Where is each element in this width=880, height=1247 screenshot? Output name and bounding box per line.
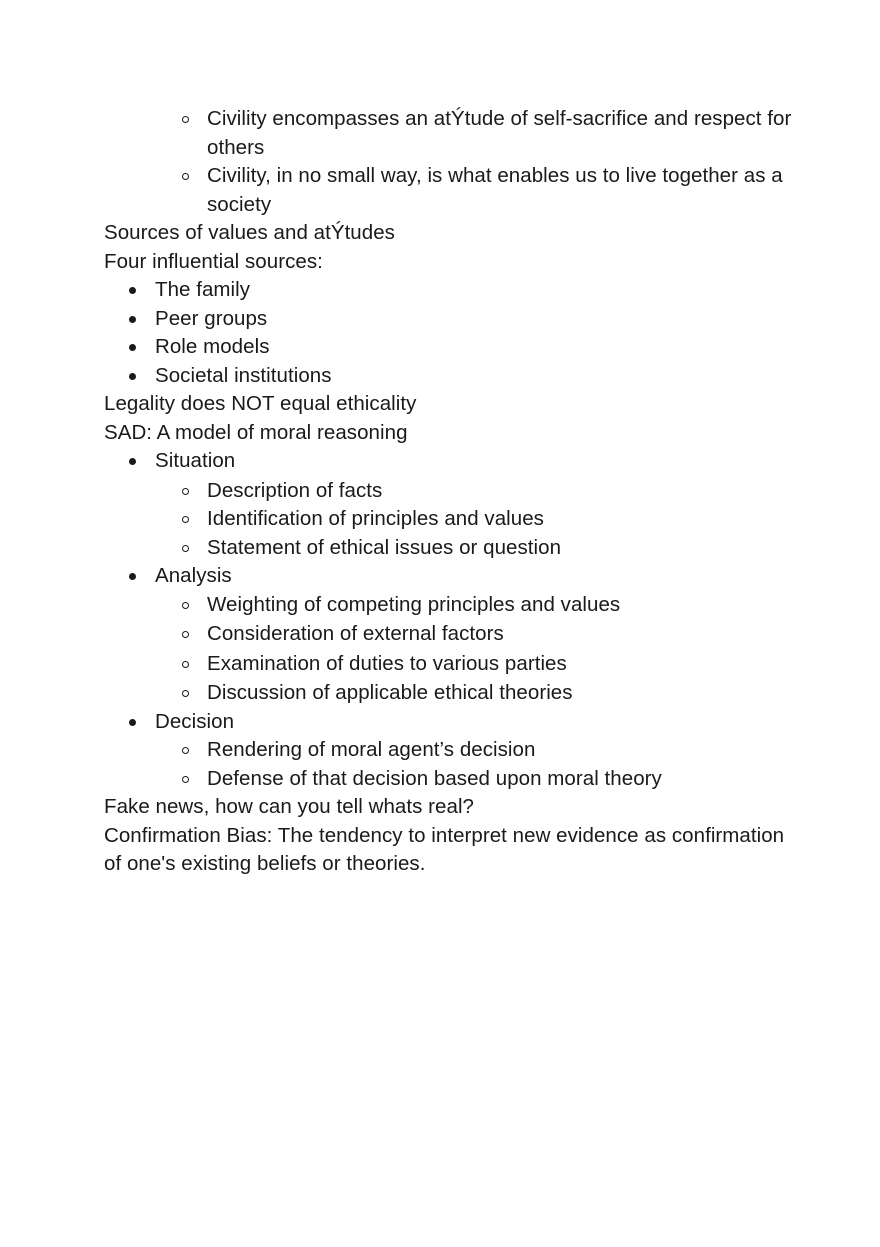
sad-stage-label: Analysis [155, 564, 232, 587]
list-item [104, 477, 794, 506]
list-item [104, 736, 794, 765]
list-item [104, 765, 794, 794]
sad-sub-item: Rendering of moral agent’s decision [207, 738, 536, 761]
list-item [104, 591, 794, 620]
document-body [104, 105, 794, 879]
hollow-bullet-icon [182, 545, 189, 552]
list-item [104, 679, 794, 708]
hollow-bullet-icon [182, 661, 189, 668]
hollow-bullet-icon [182, 602, 189, 609]
list-item [104, 362, 794, 391]
source-item: Societal institutions [155, 363, 332, 387]
legality-line: Legality does NOT equal ethicality [104, 392, 417, 415]
sad-sub-item: Defense of that decision based upon moral theory [207, 766, 662, 790]
list-item [104, 276, 794, 305]
source-item: Peer groups [155, 306, 268, 330]
sad-sub-item: Description of facts [207, 478, 383, 502]
sad-sub-item: Discussion of applicable ethical theories [207, 681, 573, 704]
solid-bullet-icon [129, 316, 136, 323]
solid-bullet-icon [129, 344, 136, 351]
sad-sub-item: Statement of ethical issues or question [207, 535, 562, 559]
sad-heading: SAD: A model of moral reasoning [104, 420, 408, 444]
solid-bullet-icon [129, 573, 136, 580]
list-item [104, 620, 794, 649]
sad-stage-label: Situation [155, 449, 236, 472]
source-item: The family [155, 278, 251, 301]
solid-bullet-icon [129, 719, 136, 726]
hollow-bullet-icon [182, 747, 189, 754]
hollow-bullet-icon [182, 173, 189, 180]
sad-sub-item: Consideration of external factors [207, 622, 504, 645]
sad-stage-situation [104, 447, 794, 476]
fake-news-line: Fake news, how can you tell whats real? [104, 795, 474, 818]
sad-sub-item: Examination of duties to various parties [207, 651, 567, 675]
hollow-bullet-icon [182, 690, 189, 697]
sad-stage-label: Decision [155, 709, 235, 733]
solid-bullet-icon [129, 373, 136, 380]
confirmation-bias-paragraph: Confirmation Bias: The tendency to interpret new evidence as confirmation of one's existing beliefs or theories. [104, 823, 785, 875]
hollow-bullet-icon [182, 776, 189, 783]
hollow-bullet-icon [182, 116, 189, 123]
sad-stage-analysis [104, 562, 794, 591]
solid-bullet-icon [129, 287, 136, 294]
sad-stage-decision [104, 708, 794, 737]
list-item [104, 105, 794, 162]
sources-heading: Sources of values and atÝtudes [104, 221, 395, 244]
list-item [104, 333, 794, 362]
civility-point-1: Civility encompasses an atÝtude of self-sacrifice and respect for others [207, 107, 792, 159]
four-sources-heading: Four influential sources: [104, 249, 323, 273]
hollow-bullet-icon [182, 516, 189, 523]
sad-sub-item: Identification of principles and values [207, 507, 544, 530]
list-item [104, 305, 794, 334]
civility-point-2: Civility, in no small way, is what enables us to live together as a society [207, 164, 783, 216]
list-item [104, 534, 794, 563]
source-item: Role models [155, 335, 270, 358]
hollow-bullet-icon [182, 488, 189, 495]
list-item [104, 650, 794, 679]
solid-bullet-icon [129, 458, 136, 465]
list-item [104, 505, 794, 534]
list-item [104, 162, 794, 219]
hollow-bullet-icon [182, 631, 189, 638]
sad-sub-item: Weighting of competing principles and values [207, 592, 621, 616]
